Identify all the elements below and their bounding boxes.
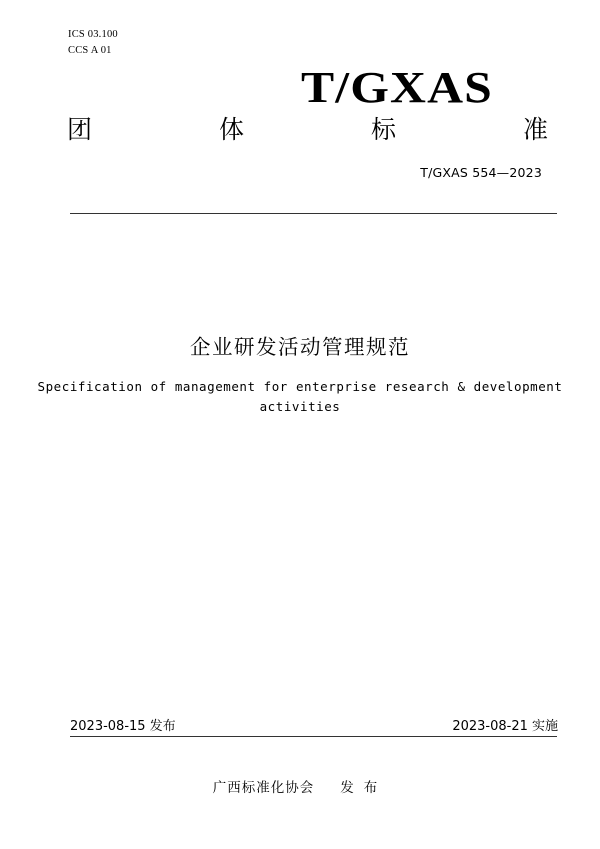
standard-type-char: 标	[371, 115, 397, 144]
document-title-english-line-1: Specification of management for enterprise research & development	[37, 379, 563, 394]
standard-logo: T/GXAS	[301, 63, 493, 112]
bottom-divider	[70, 736, 557, 737]
publish-verb: 发布	[340, 780, 388, 796]
standard-type-char: 团	[67, 115, 93, 144]
standard-type-char: 准	[523, 115, 549, 144]
ics-code: ICS 03.100	[68, 29, 118, 40]
publisher-name: 广西标准化协会	[212, 780, 315, 796]
ccs-code: CCS A 01	[68, 45, 112, 56]
publisher-line	[0, 776, 600, 796]
document-title-chinese: 企业研发活动管理规范	[190, 335, 410, 359]
publish-date: 2023-08-15 发布	[70, 719, 176, 734]
standard-number: T/GXAS 554—2023	[420, 165, 542, 180]
document-title-english-line-2: activities	[259, 399, 341, 414]
implementation-date: 2023-08-21 实施	[452, 719, 558, 734]
standard-type-char: 体	[219, 115, 245, 144]
top-divider	[70, 213, 557, 214]
